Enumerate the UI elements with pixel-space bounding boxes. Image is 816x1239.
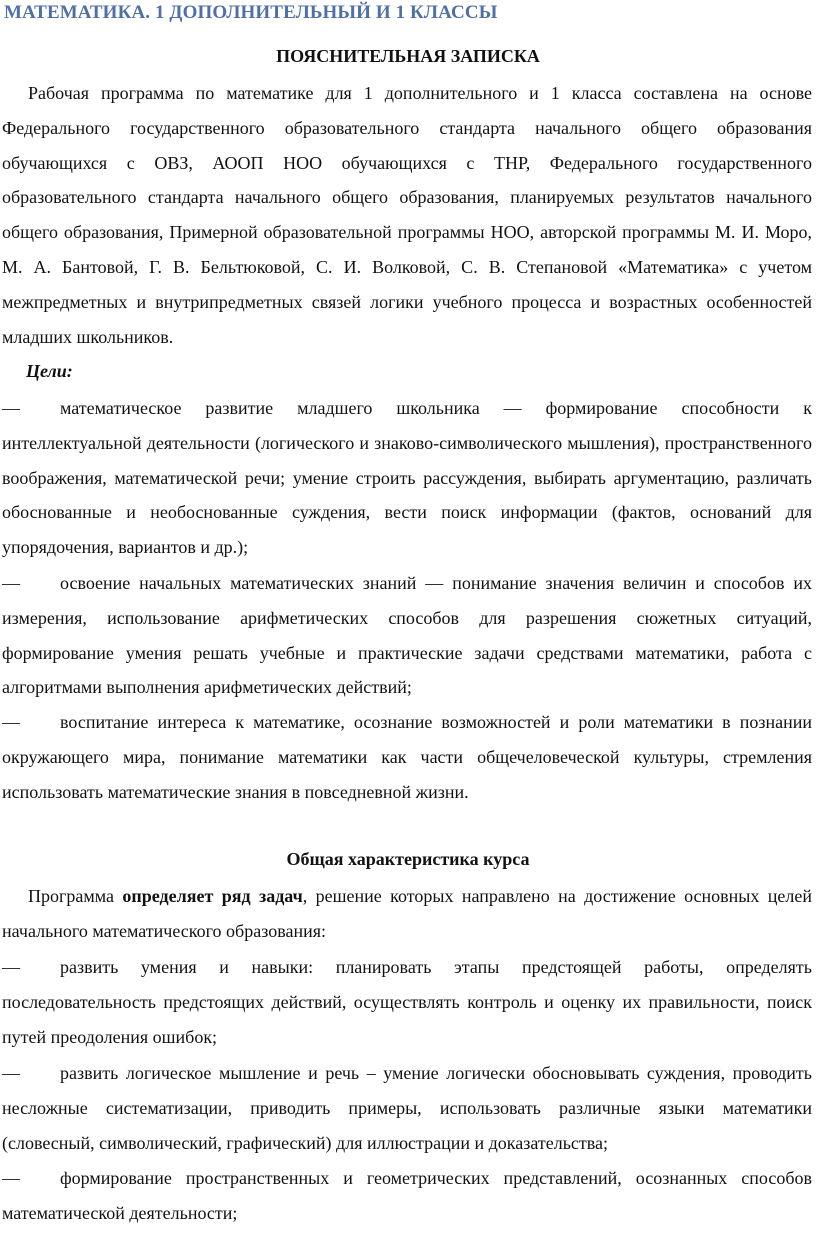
section-title-course-overview: Общая характеристика курса: [286, 849, 530, 869]
section-title-explanatory-note: ПОЯСНИТЕЛЬНАЯ ЗАПИСКА: [276, 46, 540, 66]
goal-text: математическое развитие младшего школьника — формирование способности к интеллектуальной деятельности (логического и знаково-символического мышления), пространственного воображения, математической речи; умение строить рассуждения, выбирать аргументацию, различать обоснованные и необоснованные суждения, вести поиск информации (фактов, оснований для упорядочения, вариантов и др.);: [2, 398, 812, 558]
dash-marker: —: [2, 573, 20, 593]
task-item: [2, 1056, 812, 1160]
task-item: [2, 1161, 812, 1231]
course-intro-end: , решение которых направлено на достижение основных целей начального математического образования:: [2, 886, 812, 941]
dash-marker: —: [2, 398, 20, 418]
intro-paragraph: Рабочая программа по математике для 1 дополнительного и 1 класса составлена на основе Федерального государственного образовательного стандарта начального общего образования обучающихся с ОВЗ, АООП НОО обучающихся с ТНР, Федерального государственного образовательного стандарта начального общего образования, планируемых результатов начального общего образования, Примерной образовательной программы НОО, авторской программы М. И. Моро, М. А. Бантовой, Г. В. Бельтюковой, С. И. Волковой, С. В. Степановой «Математика» с учетом межпредметных и внутрипредметных связей логики учебного процесса и возрастных особенностей младших школьников.: [2, 83, 812, 347]
document-header: МАТЕМАТИКА. 1 ДОПОЛНИТЕЛЬНЫЙ И 1 КЛАССЫ: [4, 2, 498, 23]
dash-marker: —: [2, 1168, 20, 1188]
task-text: формирование пространственных и геометрических представлений, осознанных способов математической деятельности;: [2, 1168, 812, 1223]
goal-item: [2, 391, 812, 565]
goal-text: освоение начальных математических знаний — понимание значения величин и способов их измерения, использование арифметических способов для разрешения сюжетных ситуаций, формирование умения решать учебные и практические задачи средствами математики, работа с алгоритмами выполнения арифметических действий;: [2, 573, 812, 698]
task-item: [2, 950, 812, 1054]
dash-marker: —: [2, 712, 20, 732]
course-intro-bold: определяет ряд задач: [122, 886, 303, 906]
goal-text: воспитание интереса к математике, осознание возможностей и роли математики в познании окружающего мира, понимание математики как части общечеловеческой культуры, стремления использовать математические знания в повседневной жизни.: [2, 712, 812, 802]
goals-label: Цели:: [26, 361, 73, 381]
goal-item: [2, 705, 812, 809]
course-intro-start: Программа: [28, 886, 123, 906]
dash-marker: —: [2, 957, 20, 977]
task-text: развить умения и навыки: планировать этапы предстоящей работы, определять последовательность предстоящих действий, осуществлять контроль и оценку их правильности, поиск путей преодоления ошибок;: [2, 957, 812, 1047]
task-text: развить логическое мышление и речь – умение логически обосновывать суждения, проводить несложные систематизации, приводить примеры, использовать различные языки математики (словесный, символический, графический) для иллюстрации и доказательства;: [2, 1063, 812, 1153]
goal-item: [2, 566, 812, 705]
course-intro-paragraph: [2, 879, 812, 949]
dash-marker: —: [2, 1063, 20, 1083]
